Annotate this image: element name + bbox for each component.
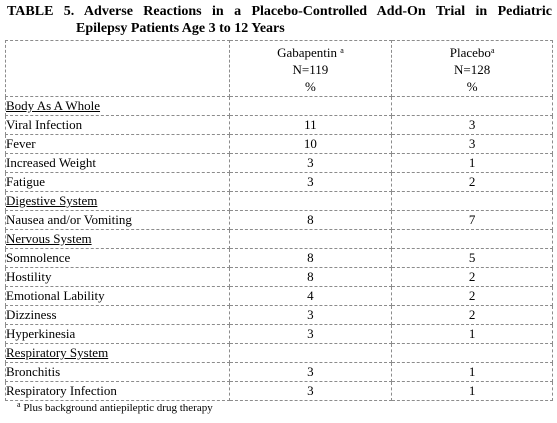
gabapentin-value: 8: [229, 211, 392, 230]
empty-cell: [229, 97, 392, 116]
column-n-gabapentin: N=119: [292, 62, 329, 77]
placebo-value: 3: [392, 135, 553, 154]
table-footnote: [17, 401, 213, 415]
category-row: [6, 230, 553, 249]
reaction-label: Hyperkinesia: [6, 325, 230, 344]
gabapentin-value: 3: [229, 382, 392, 401]
category-cell: [6, 97, 230, 116]
gabapentin-value: 11: [229, 116, 392, 135]
column-header-placebo: [392, 41, 553, 97]
column-unit-gabapentin: %: [305, 79, 316, 94]
placebo-value: 1: [392, 363, 553, 382]
gabapentin-value: 3: [229, 325, 392, 344]
placebo-value: 5: [392, 249, 553, 268]
placebo-value: 2: [392, 306, 553, 325]
table-row: [6, 211, 553, 230]
column-ref-gabapentin: a: [340, 46, 344, 55]
placebo-value: 2: [392, 287, 553, 306]
adverse-reactions-table: [5, 40, 553, 401]
column-header-gabapentin: [229, 41, 392, 97]
table-row: [6, 249, 553, 268]
reaction-label: Respiratory Infection: [6, 382, 230, 401]
column-ref-placebo: a: [490, 46, 495, 55]
reaction-label: Nausea and/or Vomiting: [6, 211, 230, 230]
category-label: Digestive System: [6, 193, 98, 208]
reaction-label: Increased Weight: [6, 154, 230, 173]
category-label: Nervous System: [6, 231, 92, 246]
gabapentin-value: 3: [229, 173, 392, 192]
placebo-value: 1: [392, 382, 553, 401]
empty-cell: [229, 192, 392, 211]
category-cell: [6, 344, 230, 363]
table-row: [6, 306, 553, 325]
column-name-gabapentin: Gabapentin: [277, 45, 337, 60]
table-title-line-2: Epilepsy Patients Age 3 to 12 Years: [76, 21, 285, 36]
placebo-value: 2: [392, 268, 553, 287]
placebo-value: 1: [392, 154, 553, 173]
reaction-label: Emotional Lability: [6, 287, 230, 306]
column-name-placebo: Placebo: [449, 45, 491, 60]
footnote-text: Plus background antiepileptic drug therapy: [23, 402, 213, 414]
table-title: [7, 3, 552, 37]
table-row: [6, 173, 553, 192]
gabapentin-value: 8: [229, 268, 392, 287]
placebo-value: 2: [392, 173, 553, 192]
column-unit-placebo: %: [466, 79, 478, 94]
placebo-value: 3: [392, 116, 553, 135]
reaction-label: Hostility: [6, 268, 230, 287]
empty-cell: [392, 97, 553, 116]
column-n-placebo: N=128: [454, 62, 491, 77]
reaction-label: Bronchitis: [6, 363, 230, 382]
category-cell: [6, 230, 230, 249]
reaction-label: Fever: [6, 135, 230, 154]
empty-cell: [392, 344, 553, 363]
reaction-label: Dizziness: [6, 306, 230, 325]
table-row: [6, 325, 553, 344]
empty-cell: [229, 344, 392, 363]
table-row: [6, 154, 553, 173]
gabapentin-value: 4: [229, 287, 392, 306]
empty-cell: [392, 230, 553, 249]
reaction-label: Fatigue: [6, 173, 230, 192]
category-cell: [6, 192, 230, 211]
placebo-value: 7: [392, 211, 553, 230]
header-blank-cell: [6, 41, 230, 97]
category-row: [6, 192, 553, 211]
table-row: [6, 287, 553, 306]
category-row: [6, 97, 553, 116]
reaction-label: Somnolence: [6, 249, 230, 268]
gabapentin-value: 3: [229, 306, 392, 325]
table-title-line-1: TABLE 5. Adverse Reactions in a Placebo-Controlled Add-On Trial in Pediatric: [7, 4, 552, 19]
table-header-row: [6, 41, 553, 97]
table-row: [6, 363, 553, 382]
placebo-value: 1: [392, 325, 553, 344]
footnote-marker: a: [17, 400, 21, 409]
category-label: Body As A Whole: [6, 98, 101, 113]
empty-cell: [229, 230, 392, 249]
table-row: [6, 382, 553, 401]
reaction-label: Viral Infection: [6, 116, 230, 135]
gabapentin-value: 10: [229, 135, 392, 154]
empty-cell: [392, 192, 553, 211]
table-row: [6, 116, 553, 135]
table-row: [6, 268, 553, 287]
table-row: [6, 135, 553, 154]
gabapentin-value: 3: [229, 363, 392, 382]
gabapentin-value: 8: [229, 249, 392, 268]
category-row: [6, 344, 553, 363]
gabapentin-value: 3: [229, 154, 392, 173]
category-label: Respiratory System: [6, 345, 109, 360]
